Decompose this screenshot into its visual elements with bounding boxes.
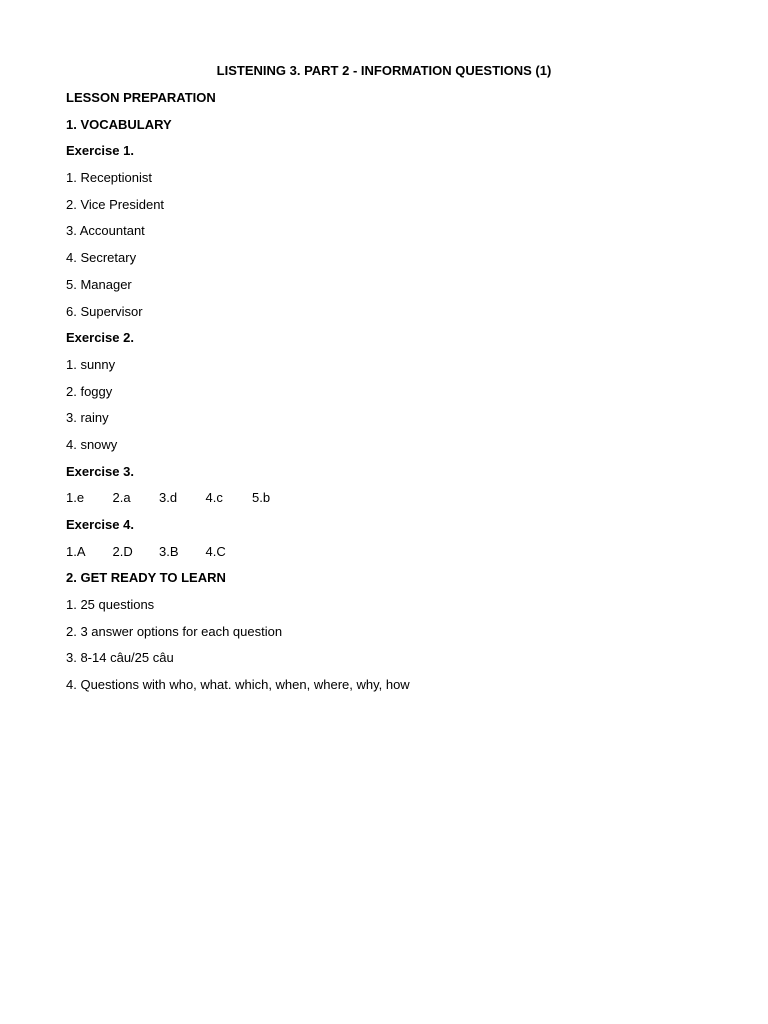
list-item: 3. Accountant [66, 223, 145, 239]
document-title: LISTENING 3. PART 2 - INFORMATION QUESTIONS (1) [216, 63, 552, 78]
document-body [66, 89, 706, 703]
answer-item: 3.d [159, 490, 178, 506]
exercise4-answers [66, 543, 706, 570]
exercise3-heading: Exercise 3. [66, 463, 134, 479]
list-item: 2. 3 answer options for each question [66, 623, 283, 639]
answer-item: 1.A [66, 543, 86, 559]
list-item: 1. sunny [66, 356, 116, 372]
list-item: 3. 8-14 câu/25 câu [66, 650, 174, 666]
vocabulary-heading: 1. VOCABULARY [66, 116, 172, 132]
list-item: 2. Vice President [66, 196, 165, 212]
list-item: 4. Secretary [66, 250, 137, 266]
list-item: 5. Manager [66, 276, 132, 292]
answer-item: 4.c [205, 490, 223, 506]
answer-item: 5.b [252, 490, 271, 506]
list-item: 6. Supervisor [66, 303, 143, 319]
list-item: 3. rainy [66, 410, 109, 426]
list-item: 2. foggy [66, 383, 113, 399]
get-ready-heading: 2. GET READY TO LEARN [66, 570, 226, 586]
answer-item: 2.a [112, 490, 131, 506]
answer-item: 2.D [112, 543, 133, 559]
exercise2-heading: Exercise 2. [66, 330, 134, 346]
list-item: 1. Receptionist [66, 170, 152, 186]
list-item: 1. 25 questions [66, 597, 155, 613]
exercise3-answers [66, 489, 706, 516]
lesson-heading: LESSON PREPARATION [66, 90, 216, 105]
answer-item: 4.C [205, 543, 226, 559]
answer-item: 3.B [159, 543, 179, 559]
exercise4-heading: Exercise 4. [66, 517, 134, 532]
list-item: 4. snowy [66, 436, 118, 452]
answer-item: 1.e [66, 490, 85, 506]
list-item: 4. Questions with who, what. which, when, where, why, how [66, 677, 410, 693]
exercise1-heading: Exercise 1. [66, 143, 134, 159]
